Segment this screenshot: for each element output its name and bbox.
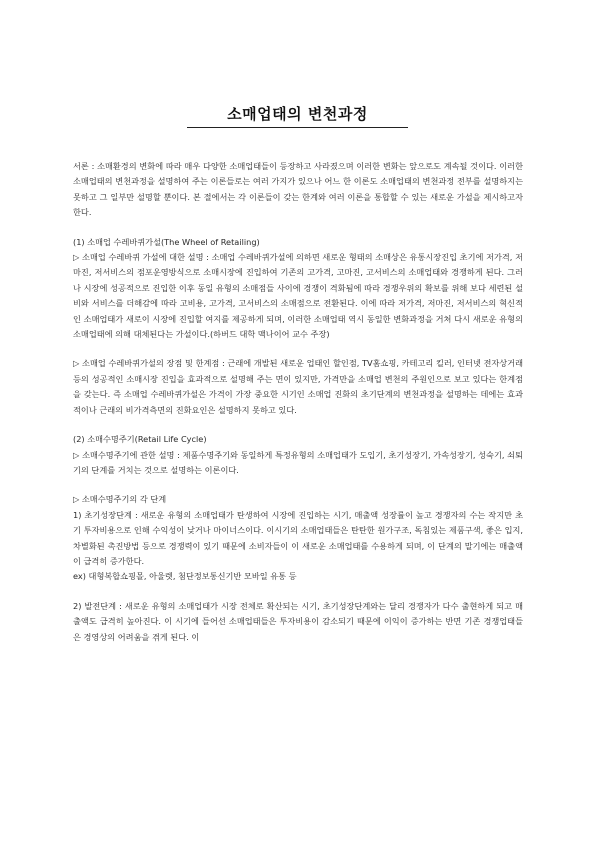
paragraph-wheel-explanation: ▷ 소매업 수레바퀴 가설에 대한 설명 : 소매업 수레바퀴가설에 의하면 새로운 형태의 소매상은 유통시장진입 초기에 저가격, 저마진, 저서비스의 점포운영방식으로 소매시장에 진입하여 기존의 고가격, 고마진, 고서비스의 소매업태와 경쟁하게 된다. 그러나 시장에 성공적으로 진입한 이후 동일 유형의 소매점들 사이에 경쟁이 격화됨에 따라 경쟁우위의 확보를 위해 보다 세련된 설비와 서비스를 더해감에 따라 고비용, 고가격, 고서비스의 소매점으로 전환된다. 이에 따라 저가격, 저마진, 저서비스의 혁신적인 소매업태가 새로이 시장에 진입할 여지를 제공하게 되며, 이러한 소매업태 역시 동일한 변화과정을 거쳐 다시 새로운 유형의 소매업태에 의해 대체된다는 가설이다.(하버드 대학 맥나이어 교수 주장) (73, 252, 523, 340)
paragraph-development-stage: 2) 발전단계 : 새로운 유형의 소매업태가 시장 전체로 확산되는 시기, 초기성장단계와는 달리 경쟁자가 다수 출현하게 되고 매출액도 급격히 높아진다. 이 시기에 들어선 소매업태들은 투자비용이 감소되기 때문에 이익이 증가하는 반면 기존 경쟁업태들은 경영상의 어려움을 겪게 된다. 이 (73, 600, 523, 642)
paragraph-intro: 서론 : 소매환경의 변화에 따라 매우 다양한 소매업태들이 등장하고 사라졌으며 이러한 변화는 앞으로도 계속될 것이다. 이러한 소매업태의 변천과정을 설명하여 주는 이론들로는 여러 가지가 있으나 어느 한 이론도 소매업태의 변천과정 전부를 설명하지는 못하고 그 일부만 설명할 뿐이다. 본 절에서는 각 이론들이 갖는 한계와 여러 이론을 통합할 수 있는 새로운 가설을 제시하고자 한다. (73, 161, 523, 218)
section-heading-retail-life-cycle: (2) 소매수명주기(Retail Life Cycle) (73, 434, 207, 445)
subheading-life-cycle-stages: ▷ 소매수명주기의 각 단계 (73, 494, 167, 505)
paragraph-early-growth-stage: 1) 초기성장단계 : 새로운 유형의 소매업태가 탄생하여 시장에 진입하는 시기, 매출액 성장률이 높고 경쟁자의 수는 작지만 초기 투자비용으로 인해 수익성이 낮거나 마이너스이다. 이시기의 소매업태들은 탄탄한 원가구조, 독침있는 제품구색, 좋은 입지, 차별화된 촉진방법 등으로 경쟁력이 있기 때문에 소비자들이 이 새로운 소매업태를 수용하게 되며, 이 단계의 말기에는 매출액이 급격히 증가한다. (73, 509, 523, 566)
paragraph-examples: ex) 대형복합쇼핑몰, 아울렛, 첨단정보통신기반 모바일 유통 등 (73, 571, 297, 582)
document-title: 소매업태의 변천과정 (187, 103, 408, 128)
section-heading-wheel-of-retailing: (1) 소매업 수레바퀴가설(The Wheel of Retailing) (73, 236, 260, 247)
document-body (73, 159, 523, 645)
paragraph-wheel-limitations: ▷ 소매업 수레바퀴가설의 장점 및 한계점 : 근래에 개발된 새로운 업태인 할인점, TV홈쇼핑, 카테고리 킬러, 인터넷 전자상거래 등의 성공적인 소매시장 진입을 효과적으로 설명해 주는 면이 있지만, 가격만을 소매업 변천의 주원인으로 보고 있다는 한계점을 갖는다. 즉 소매업 수레바퀴가설은 가격이 가장 중요한 시기인 소매업 진화의 초기단계의 변천과정을 설명하는 데에는 효과적이나 근래의 비가격측면의 진화요인은 설명하지 못하고 있다. (73, 358, 523, 415)
paragraph-life-cycle-explanation: ▷ 소매수명주기에 관한 설명 : 제품수명주기와 동일하게 특정유형의 소매업태가 도입기, 초기성장기, 가속성장기, 성숙기, 쇠퇴기의 단계를 거치는 것으로 설명하는 이론이다. (73, 449, 523, 475)
title-block (0, 103, 595, 128)
